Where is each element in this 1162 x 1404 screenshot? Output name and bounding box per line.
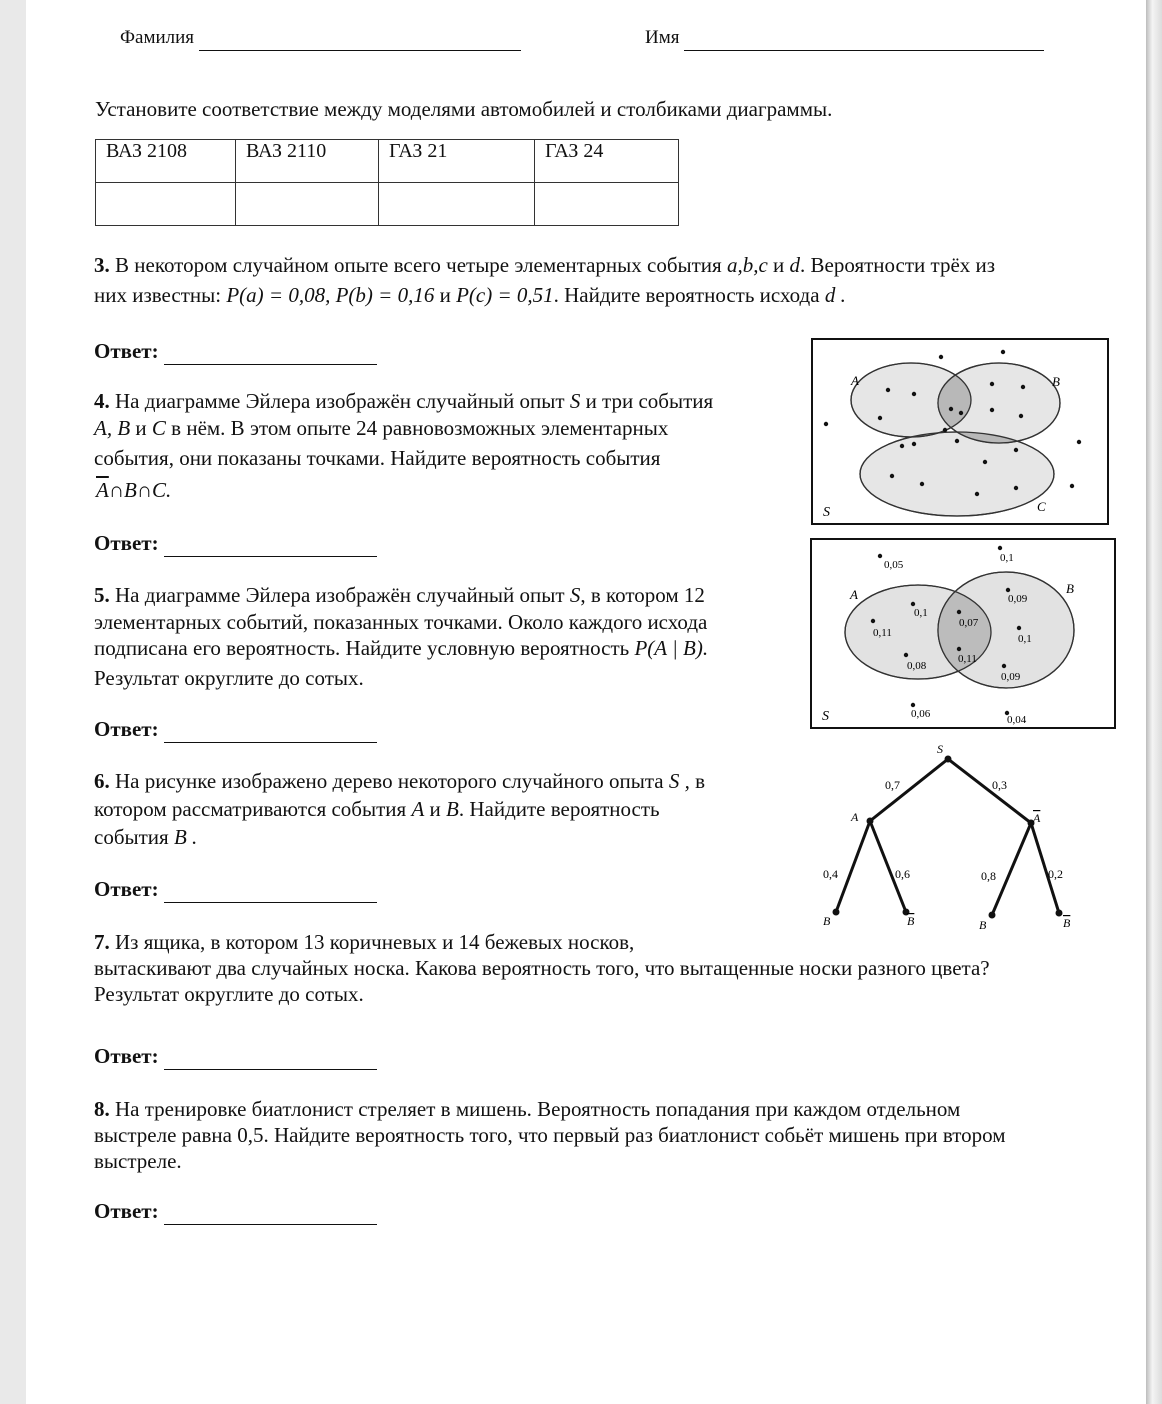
answer-row: [94, 716, 377, 743]
prob-b-given-a: 0,4: [823, 867, 838, 881]
surname-field: [120, 24, 521, 51]
prob-not-b-given-a: 0,6: [895, 867, 910, 881]
task-number: 8.: [94, 1097, 110, 1121]
task-text: и: [135, 416, 147, 440]
task-text: в: [695, 769, 705, 793]
task5-line1: [94, 582, 705, 609]
math: P(c) = 0,51: [456, 283, 554, 307]
answer-label: Ответ:: [94, 1199, 159, 1223]
math: a,b,c: [726, 253, 768, 277]
probability-tree: [815, 738, 1085, 938]
task-text: На диаграмме Эйлера изображён случайный опыт: [115, 583, 565, 607]
task-number: 4.: [94, 389, 110, 413]
math: P(b) = 0,16: [335, 283, 435, 307]
name-field: [645, 24, 1044, 51]
task4-line2: [94, 415, 668, 442]
answer-line[interactable]: [164, 1204, 377, 1225]
prob-a: 0,7: [885, 778, 900, 792]
label-a: A: [850, 587, 858, 602]
task-text: и: [439, 283, 451, 307]
prob-label: 0,07: [959, 617, 979, 629]
math: S ,: [668, 769, 690, 793]
math: $\overline{A}$: [96, 478, 109, 502]
task8-line1: [94, 1096, 960, 1123]
task6-line2: [94, 796, 660, 823]
task-text: На диаграмме Эйлера изображён случайный опыт: [115, 389, 565, 413]
task-number: 5.: [94, 583, 110, 607]
prob-label: 0,09: [1008, 593, 1028, 605]
task5-line2: элементарных событий, показанных точками. Около каждого исхода: [94, 610, 708, 634]
task-text: них известны:: [94, 283, 222, 307]
task-text: и: [773, 253, 785, 277]
answer-cell[interactable]: [236, 183, 379, 226]
math: S: [569, 389, 581, 413]
math: d .: [824, 283, 846, 307]
math: B .: [173, 825, 198, 849]
task-text: В некотором случайном опыте всего четыре элементарных события: [115, 253, 722, 277]
name-label: Имя: [645, 27, 680, 48]
task-number: 6.: [94, 769, 110, 793]
task8-line3: выстреле.: [94, 1149, 182, 1173]
answer-label: Ответ:: [94, 1044, 159, 1068]
math: P(A | B).: [634, 636, 709, 660]
math: ∩B∩C.: [108, 478, 172, 502]
prob-label: 0,04: [1007, 714, 1027, 726]
col-header: ВАЗ 2110: [236, 140, 379, 183]
prob-label: 0,11: [958, 653, 977, 665]
prob-label: 0,06: [911, 708, 931, 720]
answer-row: [94, 1043, 377, 1070]
math: A: [411, 797, 425, 821]
task-text: . Найдите вероятность: [458, 797, 660, 821]
name-line[interactable]: [684, 30, 1044, 51]
label-a: A: [851, 373, 859, 388]
surname-line[interactable]: [199, 30, 521, 51]
task7-line3: Результат округлите до сотых.: [94, 982, 364, 1006]
answer-label: Ответ:: [94, 339, 159, 363]
col-header: ГАЗ 21: [379, 140, 535, 183]
answer-line[interactable]: [164, 722, 377, 743]
tree-nodes: [833, 756, 1063, 919]
leaf-not-b: B: [1063, 916, 1071, 930]
math: P(a) = 0,08,: [226, 283, 331, 307]
task4-formula: [96, 477, 171, 504]
task4-line1: [94, 388, 713, 415]
euler-diagram-ab-probs: [810, 538, 1116, 730]
answer-row: [94, 1198, 377, 1225]
prob-label: 0,05: [884, 559, 904, 571]
task-text: На тренировке биатлонист стреляет в мишень. Вероятность попадания при каждом отдельном: [115, 1097, 961, 1121]
task-number: 3.: [94, 253, 110, 277]
prob-label: 0,09: [1001, 671, 1021, 683]
surname-label: Фамилия: [120, 27, 195, 48]
match-task-text: Установите соответствие между моделями автомобилей и столбиками диаграммы.: [95, 97, 833, 121]
answer-line[interactable]: [164, 536, 377, 557]
task-text: Из ящика, в котором 13 коричневых и 14 бежевых носков,: [115, 930, 635, 954]
leaf-b: B: [823, 914, 831, 928]
node-a: A: [851, 810, 859, 824]
task7-line2: вытаскивают два случайных носка. Какова вероятность того, что вытащенные носки разного цвета?: [94, 956, 990, 980]
euler-diagram-abc: [811, 338, 1109, 526]
task-text: . Найдите вероятность исхода: [553, 283, 820, 307]
label-s: S: [822, 709, 829, 724]
answer-label: Ответ:: [94, 531, 159, 555]
answer-row: [94, 876, 377, 903]
match-table: [95, 139, 679, 226]
answer-line[interactable]: [164, 882, 377, 903]
answer-label: Ответ:: [94, 877, 159, 901]
task-text: и: [429, 797, 441, 821]
prob-label: 0,08: [907, 660, 927, 672]
task-text: , в котором 12: [580, 583, 705, 607]
prob-label: 0,1: [1018, 633, 1032, 645]
answer-row: [94, 530, 377, 557]
prob-b-given-not-a: 0,8: [981, 869, 996, 883]
task-text: подписана его вероятность. Найдите условную вероятность: [94, 636, 630, 660]
node-not-a: A: [1033, 811, 1041, 825]
prob-not-a: 0,3: [992, 778, 1007, 792]
label-b: B: [1066, 581, 1074, 596]
math: A, B: [94, 416, 131, 440]
task4-line3: события, они показаны точками. Найдите вероятность события: [94, 446, 661, 470]
col-header: ВАЗ 2108: [96, 140, 236, 183]
task-text: котором рассматриваются события: [94, 797, 407, 821]
label-b: B: [1052, 374, 1060, 389]
task-text: в нём. В этом опыте 24 равновозможных элементарных: [171, 416, 669, 440]
task5-line4: Результат округлите до сотых.: [94, 666, 364, 690]
answer-row: [94, 338, 377, 365]
answer-label: Ответ:: [94, 717, 159, 741]
leaf-b: B: [979, 918, 987, 932]
task5-line3: [94, 635, 708, 662]
label-c: C: [1037, 499, 1046, 514]
col-header: ГАЗ 24: [535, 140, 679, 183]
task8-line2: выстреле равна 0,5. Найдите вероятность того, что первый раз биатлонист собьёт мишень при втором: [94, 1123, 1006, 1147]
task-text: На рисунке изображено дерево некоторого случайного опыта: [115, 769, 664, 793]
task-number: 7.: [94, 930, 110, 954]
task-text: и три события: [585, 389, 714, 413]
math: C: [151, 416, 166, 440]
task3-line1: [94, 252, 995, 279]
answer-cell[interactable]: [379, 183, 535, 226]
task6-line1: [94, 768, 705, 795]
math: B: [446, 797, 459, 821]
prob-not-b-given-not-a: 0,2: [1048, 867, 1063, 881]
node-s: S: [937, 742, 943, 756]
page-edge: [1146, 0, 1162, 1404]
answer-line[interactable]: [164, 1049, 377, 1070]
prob-label: 0,1: [914, 607, 928, 619]
label-s: S: [823, 505, 830, 520]
prob-label: 0,1: [1000, 552, 1014, 564]
task6-line3: [94, 824, 197, 851]
task-text: . Вероятности трёх из: [800, 253, 996, 277]
prob-label: 0,11: [873, 627, 892, 639]
answer-cell[interactable]: [96, 183, 236, 226]
answer-line[interactable]: [164, 344, 377, 365]
leaf-not-b: B: [907, 914, 915, 928]
task3-line2: [94, 282, 846, 309]
math: d: [789, 253, 801, 277]
answer-cell[interactable]: [535, 183, 679, 226]
tree-edges: [836, 759, 1059, 915]
math: S: [569, 583, 581, 607]
task-text: события: [94, 825, 169, 849]
task7-line1: [94, 929, 634, 956]
